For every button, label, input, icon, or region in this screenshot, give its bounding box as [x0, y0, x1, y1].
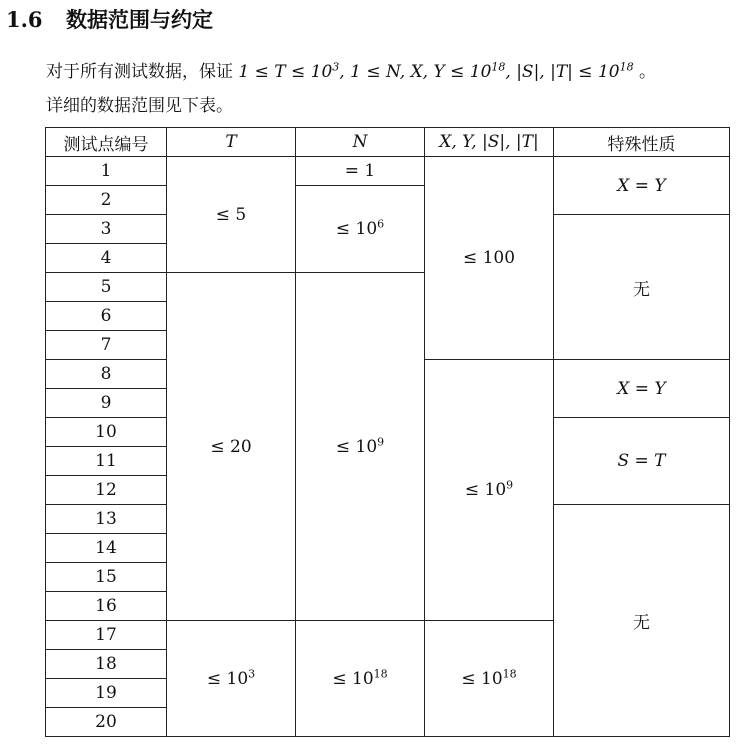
special-cell: S = T — [554, 418, 730, 505]
case-id: 1 — [46, 157, 167, 186]
section-title: 数据范围与约定 — [66, 7, 213, 32]
n-range-cell: ≤ $10^6$ — [296, 186, 425, 273]
t-range-cell: ≤ 20 — [167, 273, 296, 621]
case-id: 14 — [46, 534, 167, 563]
constraints-intro: 对于所有测试数据，保证 — [46, 62, 233, 82]
case-id: 2 — [46, 186, 167, 215]
case-id: 17 — [46, 621, 167, 650]
header-n: N — [296, 128, 425, 157]
header-xyst: X, Y, |S|, |T| — [425, 128, 554, 157]
case-id: 8 — [46, 360, 167, 389]
constraints-note: 详细的数据范围见下表。 — [46, 96, 233, 116]
special-cell: X = Y — [554, 157, 730, 215]
constraint-t: $1 \le T \le 10^3$, 1 ≤ N, X, $Y \le 10^{18}$, |S|, $|T| \le 10^{18}$ — [238, 60, 634, 82]
case-id: 4 — [46, 244, 167, 273]
section-number: 1.6 — [6, 7, 43, 32]
n-range-cell: ≤ $10^9$ — [296, 273, 425, 621]
case-id: 13 — [46, 505, 167, 534]
n-range-cell: = 1 — [296, 157, 425, 186]
xyst-range-cell: ≤ $10^{18}$ — [425, 621, 554, 737]
constraints-end: 。 — [633, 62, 656, 82]
case-id: 19 — [46, 679, 167, 708]
data-range-table — [45, 127, 730, 737]
special-cell: 无 — [554, 505, 730, 737]
header-special: 特殊性质 — [554, 128, 730, 157]
case-id: 16 — [46, 592, 167, 621]
case-id: 15 — [46, 563, 167, 592]
case-id: 5 — [46, 273, 167, 302]
special-cell: 无 — [554, 215, 730, 360]
case-id: 12 — [46, 476, 167, 505]
case-id: 18 — [46, 650, 167, 679]
xyst-range-cell: ≤ $10^9$ — [425, 360, 554, 621]
case-id: 10 — [46, 418, 167, 447]
special-cell: X = Y — [554, 360, 730, 418]
case-id: 20 — [46, 708, 167, 737]
constraints-paragraph — [46, 57, 656, 82]
t-range-cell: ≤ 5 — [167, 157, 296, 273]
case-id: 9 — [46, 389, 167, 418]
case-id: 3 — [46, 215, 167, 244]
xyst-range-cell: ≤ 100 — [425, 157, 554, 360]
table-row — [46, 157, 730, 186]
section-heading — [6, 4, 213, 34]
case-id: 6 — [46, 302, 167, 331]
table-header-row — [46, 128, 730, 157]
n-range-cell: ≤ $10^{18}$ — [296, 621, 425, 737]
header-id: 测试点编号 — [46, 128, 167, 157]
case-id: 7 — [46, 331, 167, 360]
case-id: 11 — [46, 447, 167, 476]
t-range-cell: ≤ $10^3$ — [167, 621, 296, 737]
header-t: T — [167, 128, 296, 157]
